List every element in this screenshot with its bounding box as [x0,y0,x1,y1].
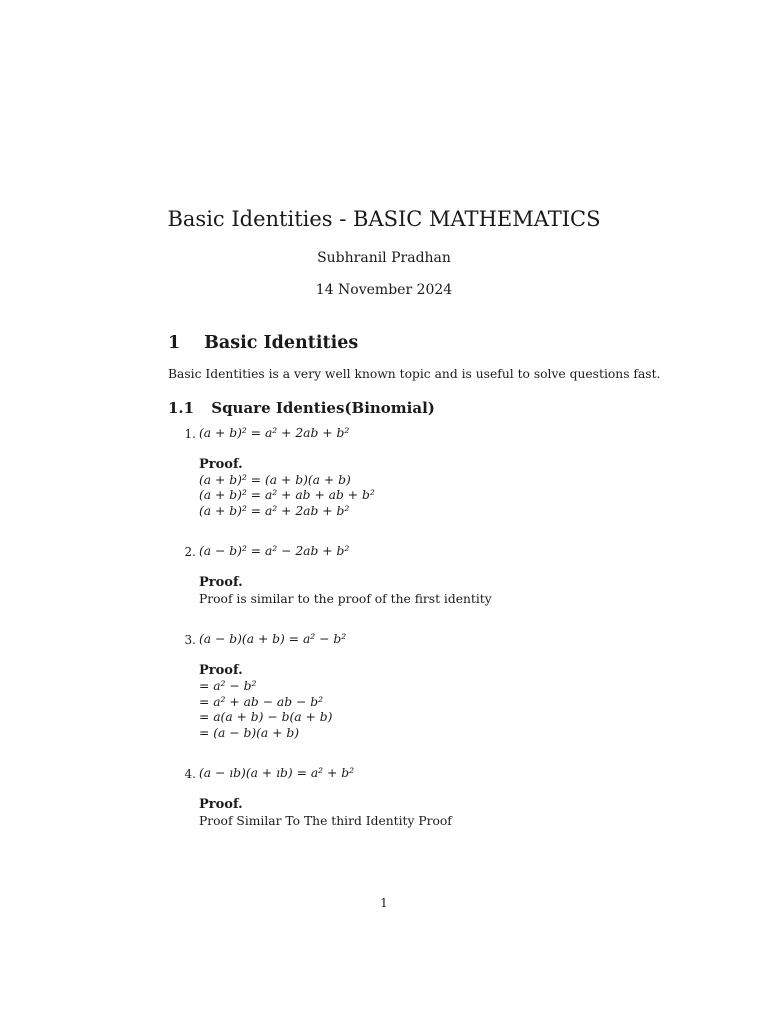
section-intro: Basic Identities is a very well known topic and is useful to solve questions fast. [168,367,661,381]
subsection-heading [168,399,435,417]
identity-equation: (a + b)² = a² + 2ab + b² [199,426,350,440]
page-number: 1 [380,896,388,910]
proof-label: Proof. [199,663,243,678]
proof-line: = a² + ab − ab − b² [199,695,324,709]
document-date: 14 November 2024 [315,282,453,298]
proof-line: = (a − b)(a + b) [199,726,300,740]
item-number: 4. [184,767,196,781]
subsection-number: 1.1 [168,399,195,417]
proof-line: (a + b)² = (a + b)(a + b) [199,473,351,487]
proof-line: = a² − b² [199,679,257,693]
proof-text: Proof is similar to the proof of the first identity [199,592,492,606]
section-heading [168,333,358,353]
identity-equation: (a − ıb)(a + ıb) = a² + b² [199,766,355,780]
item-number: 3. [184,633,196,647]
proof-line: (a + b)² = a² + ab + ab + b² [199,488,375,502]
item-number: 1. [184,427,196,441]
document-title: Basic Identities - BASIC MATHEMATICS [167,207,601,231]
proof-text: Proof Similar To The third Identity Proof [199,814,452,828]
proof-line: (a + b)² = a² + 2ab + b² [199,504,350,518]
item-number: 2. [184,545,196,559]
document-author: Subhranil Pradhan [317,250,451,266]
identity-equation: (a − b)(a + b) = a² − b² [199,632,347,646]
proof-label: Proof. [199,457,243,472]
identity-equation: (a − b)² = a² − 2ab + b² [199,544,350,558]
section-title: Basic Identities [204,333,359,353]
subsection-title: Square Identies(Binomial) [211,399,435,417]
proof-label: Proof. [199,797,243,812]
section-number: 1 [168,333,181,353]
proof-label: Proof. [199,575,243,590]
proof-line: = a(a + b) − b(a + b) [199,710,333,724]
